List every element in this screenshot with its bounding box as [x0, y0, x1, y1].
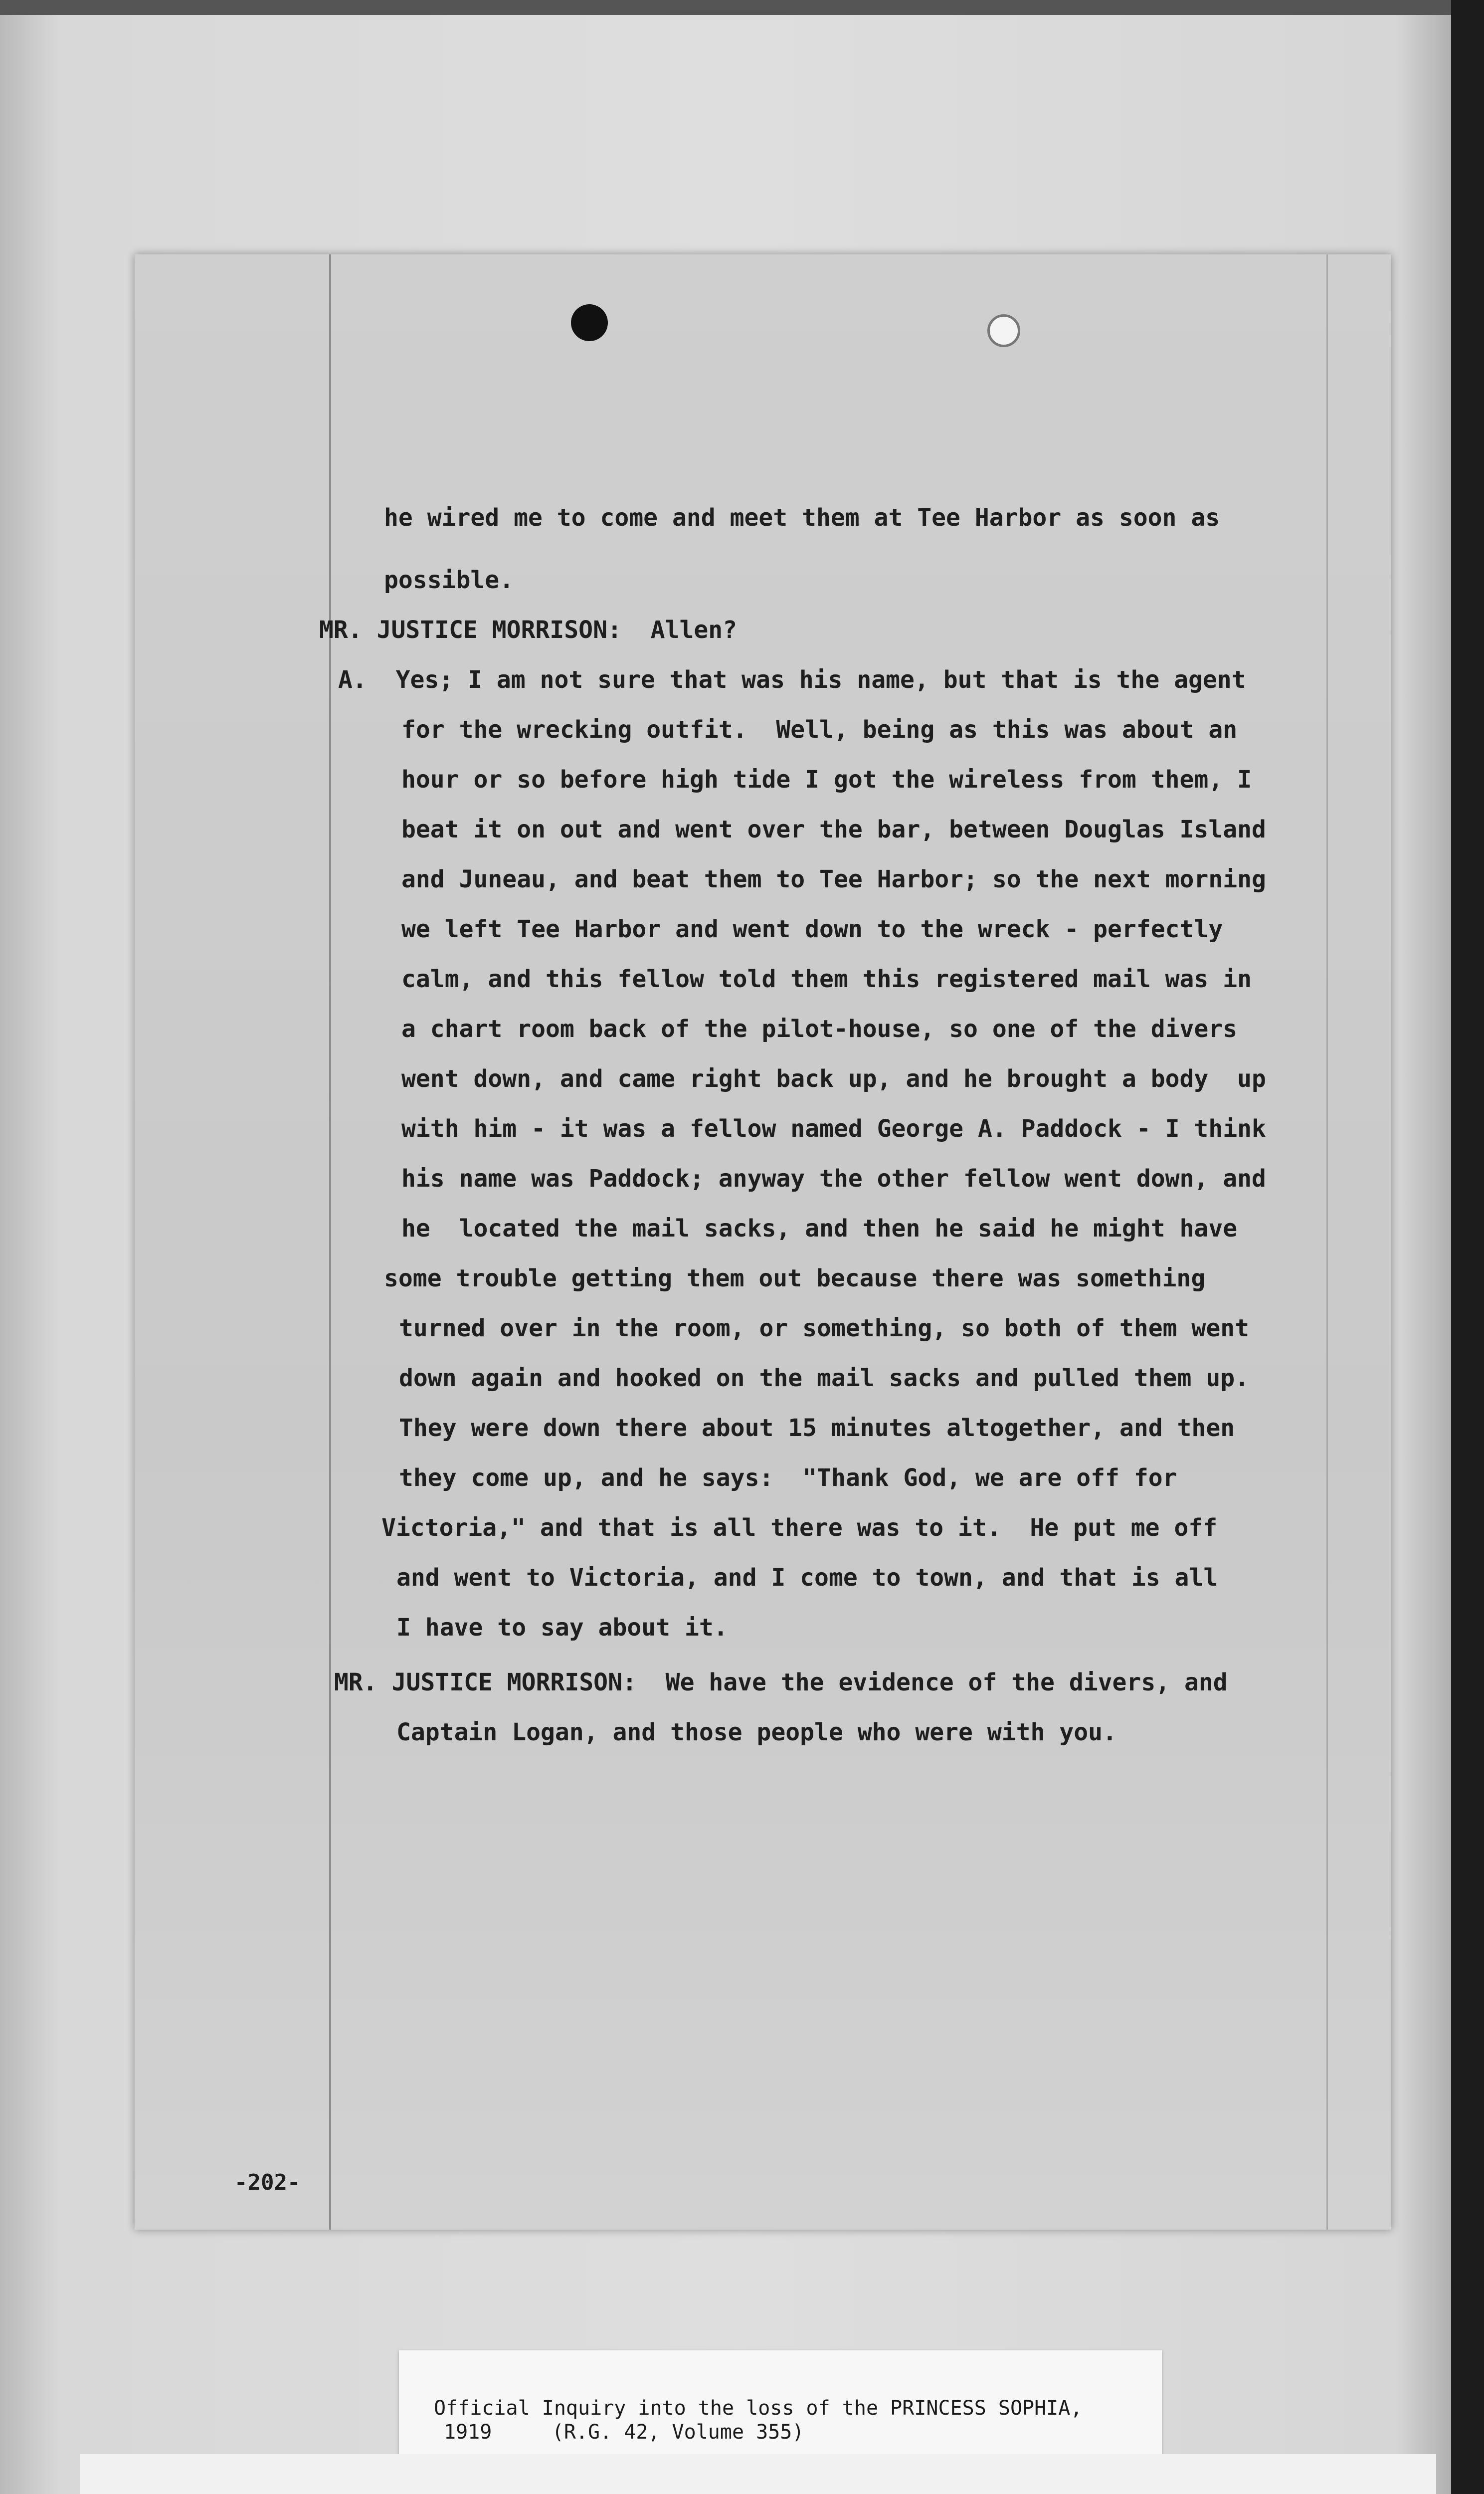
transcript-line: hour or so before high tide I got the wireless from them, I — [401, 766, 1252, 794]
archives-label — [80, 2454, 1436, 2494]
right-margin-rule — [1326, 254, 1328, 2230]
film-edge-top — [0, 0, 1484, 15]
answer-line: A. Yes; I am not sure that was his name, but that is the agent — [338, 666, 1246, 694]
punch-hole — [987, 314, 1020, 347]
transcript-line: we left Tee Harbor and went down to the wreck - perfectly — [401, 915, 1223, 943]
left-margin-rule — [329, 254, 331, 2230]
archive-caption-card — [399, 2350, 1162, 2455]
transcript-line: turned over in the room, or something, so both of them went — [399, 1314, 1250, 1342]
transcript-line: down again and hooked on the mail sacks and pulled them up. — [399, 1364, 1250, 1392]
transcript-line: and went to Victoria, and I come to town, and that is all — [396, 1564, 1218, 1592]
caption-title: Official Inquiry into the loss of the PRINCESS SOPHIA, — [434, 2397, 1083, 2420]
transcript-line: possible. — [384, 566, 514, 594]
transcript-line: he wired me to come and meet them at Tee Harbor as soon as — [384, 504, 1220, 532]
transcript-line: calm, and this fellow told them this registered mail was in — [401, 965, 1252, 993]
punch-hole — [571, 304, 608, 341]
transcript-line: beat it on out and went over the bar, between Douglas Island — [401, 816, 1266, 843]
film-edge-right — [1451, 0, 1484, 2494]
transcript-line: and Juneau, and beat them to Tee Harbor; so the next morning — [401, 865, 1266, 893]
transcript-line: Captain Logan, and those people who were with you. — [396, 1718, 1117, 1746]
transcript-line: some trouble getting them out because there was something — [384, 1264, 1206, 1292]
transcript-line: he located the mail sacks, and then he said he might have — [401, 1215, 1238, 1243]
speaker-line: MR. JUSTICE MORRISON: We have the evidence of the divers, and — [334, 1668, 1228, 1696]
transcript-page — [135, 254, 1391, 2230]
transcript-line: with him - it was a fellow named George A. Paddock - I think — [401, 1115, 1266, 1143]
caption-reference: 1919 (R.G. 42, Volume 355) — [444, 2421, 804, 2444]
transcript-line: for the wrecking outfit. Well, being as this was about an — [401, 716, 1238, 744]
transcript-line: They were down there about 15 minutes altogether, and then — [399, 1414, 1235, 1442]
transcript-line: Victoria," and that is all there was to it. He put me off — [381, 1514, 1218, 1542]
transcript-line: I have to say about it. — [396, 1614, 728, 1642]
speaker-line: MR. JUSTICE MORRISON: Allen? — [319, 616, 738, 644]
transcript-line: his name was Paddock; anyway the other fellow went down, and — [401, 1165, 1266, 1193]
page-number: -202- — [234, 2170, 301, 2195]
transcript-line: a chart room back of the pilot-house, so one of the divers — [401, 1015, 1238, 1043]
transcript-line: they come up, and he says: "Thank God, we are off for — [399, 1464, 1177, 1492]
transcript-line: went down, and came right back up, and he brought a body up — [401, 1065, 1266, 1093]
